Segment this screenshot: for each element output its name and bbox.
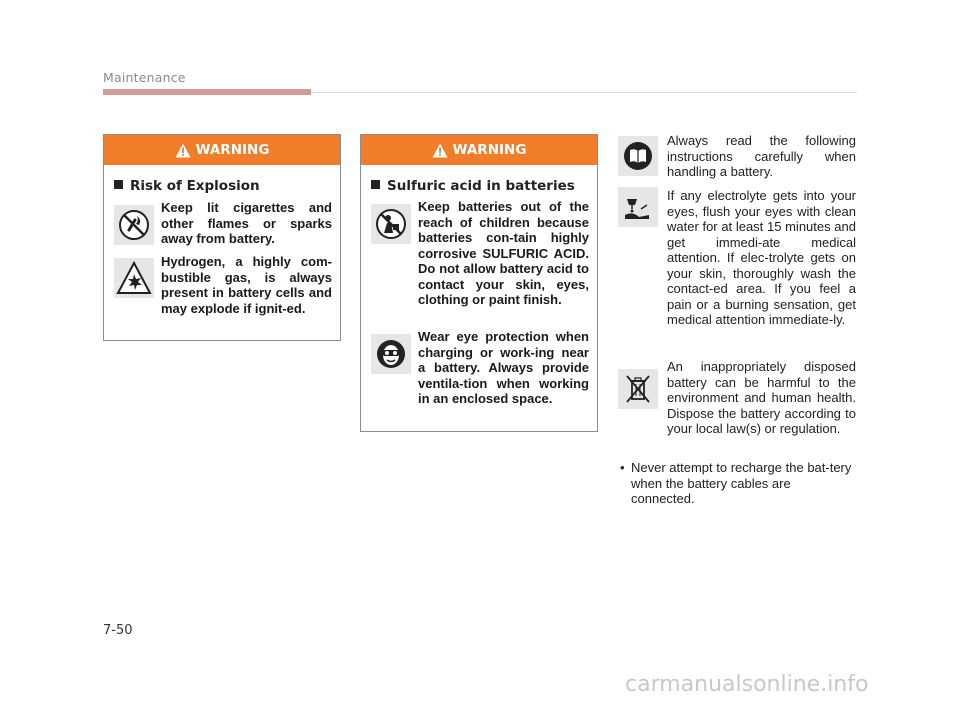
warning-header <box>104 135 340 165</box>
icon-keep-away-children <box>371 204 411 244</box>
instruction-text: An inappropriately disposed battery can be harmful to the environment and human health. Dispose the battery according to your local law(s) or regulation. <box>667 359 856 436</box>
manual-book-icon <box>623 141 653 171</box>
warning-header <box>361 135 597 165</box>
acid-flush-icon <box>621 191 655 223</box>
icon-box-disposal <box>618 369 658 409</box>
keep-away-children-icon <box>374 207 408 241</box>
square-bullet-icon <box>114 180 123 189</box>
icon-no-flame <box>114 205 154 245</box>
icon-eye-protection <box>371 334 411 374</box>
warning-text: Keep batteries out of the reach of children because batteries con-tain highly corrosive SULFURIC ACID. Do not allow battery acid to contact your skin, eyes, clothing or paint finish. <box>418 199 589 307</box>
warning-subtitle: Sulfuric acid in batteries <box>371 178 575 194</box>
icon-explosion <box>114 258 154 298</box>
warning-triangle-icon <box>432 143 448 158</box>
icon-box-manual <box>618 136 658 176</box>
warning-label: WARNING <box>195 142 270 158</box>
header-divider <box>311 92 857 93</box>
instruction-text: If any electrolyte gets into your eyes, flush your eyes with clean water for at least 15 minutes and get immedi-ate medical attention. If elec-trolyte gets on your skin, thoroughly wash the contact-ed area. If you feel a pain or a burning sensation, get medical attention immediate-ly. <box>667 188 856 327</box>
warning-triangle-icon <box>175 143 191 158</box>
icon-box-acid-flush <box>618 187 658 227</box>
warning-text: Wear eye protection when charging or work-ing near a battery. Always provide ventila-tion when working in an enclosed space. <box>418 329 589 406</box>
warning-subtitle: Risk of Explosion <box>114 178 260 194</box>
warning-text: Hydrogen, a highly com-bustible gas, is always present in battery cells and may explode if ignit-ed. <box>161 254 332 316</box>
section-title: Maintenance <box>103 70 186 85</box>
watermark: carmanualsonline.info <box>625 672 869 697</box>
eye-protection-icon <box>374 337 408 371</box>
warning-box-explosion <box>103 134 341 341</box>
warning-text: Keep lit cigarettes and other flames or sparks away from battery. <box>161 200 332 246</box>
no-smoking-flame-icon <box>117 208 151 242</box>
bullet-dot: • <box>620 460 625 475</box>
explosion-icon <box>116 261 152 295</box>
page-number: 7-50 <box>103 623 133 638</box>
square-bullet-icon <box>371 180 380 189</box>
header-accent-rule <box>103 89 311 95</box>
instruction-text: Always read the following instructions carefully when handling a battery. <box>667 133 856 179</box>
warning-label: WARNING <box>452 142 527 158</box>
crossed-bin-icon <box>623 372 653 406</box>
warning-box-sulfuric-acid <box>360 134 598 432</box>
bullet-text: Never attempt to recharge the bat-tery when the battery cables are connected. <box>631 460 852 506</box>
